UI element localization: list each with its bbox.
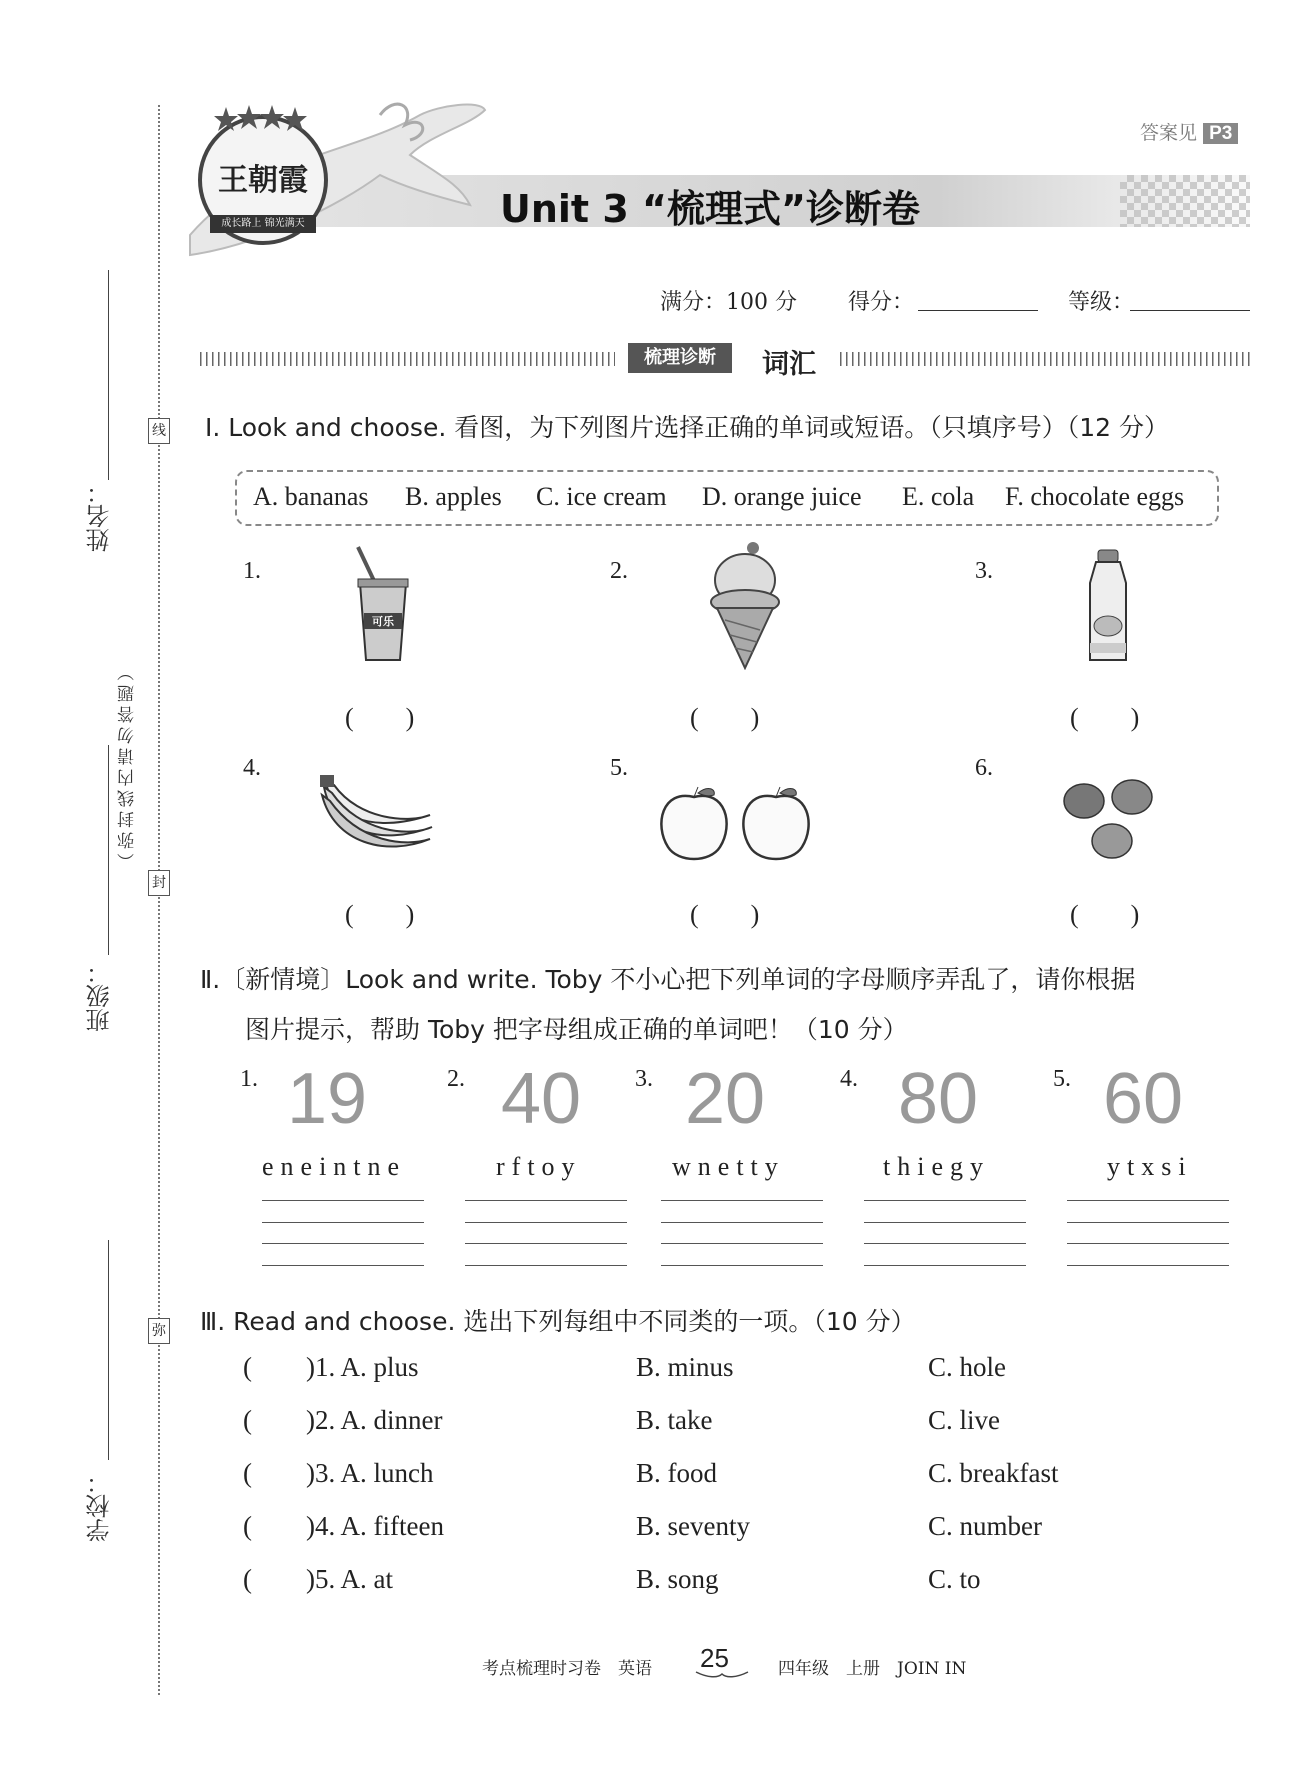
footer-grade: 四年级 上册 JOIN IN (778, 1659, 967, 1679)
ice-cream-icon (705, 540, 785, 670)
class-label: 班级： (86, 960, 114, 1032)
school-label: 学校： (86, 1470, 114, 1542)
footer-series: 考点梳理时习卷 英语 (482, 1659, 652, 1679)
q3-row-3-lead[interactable]: ( )3. A. lunch (243, 1458, 434, 1488)
divider-right (840, 352, 1250, 366)
q2-heading-line2: 图片提示，帮助 Toby 把字母组成正确的单词吧！（10 分） (245, 1015, 908, 1044)
q2-item-5-scrambled: ytxsi (1107, 1152, 1193, 1181)
name-label: 姓名： (86, 480, 114, 552)
q3-row-2-c: C. live (928, 1405, 1000, 1435)
q3-row-2-b: B. take (636, 1405, 713, 1435)
q1-blank-1[interactable]: ( ) (345, 703, 415, 732)
q1-blank-3[interactable]: ( ) (1070, 703, 1140, 732)
divider-left (200, 352, 615, 366)
chocolate-eggs-icon (1060, 775, 1160, 865)
q1-item-1-number: 1. (243, 558, 261, 584)
word-option-c: C. ice cream (536, 482, 667, 511)
seal-box-mi: 弥 (148, 1318, 170, 1344)
answer-reference: 答案见 P3 (1140, 118, 1238, 145)
brand-logo (198, 115, 328, 245)
q1-heading: Ⅰ. Look and choose. 看图，为下列图片选择正确的单词或短语。（只填序号）（12 分） (205, 413, 1169, 442)
q3-row-4-c: C. number (928, 1511, 1042, 1541)
cola-cup-label: 可乐 (372, 615, 394, 628)
word-option-e: E. cola (902, 482, 975, 511)
q2-heading-line1: Ⅱ.〔新情境〕Look and write. Toby 不小心把下列单词的字母顺序弄乱了，请你根据 (200, 965, 1136, 994)
q1-item-2-number: 2. (610, 558, 628, 584)
q3-row-1-c: C. hole (928, 1352, 1006, 1382)
q3-row-4-b: B. seventy (636, 1511, 750, 1541)
q2-item-2-scrambled: rftoy (496, 1152, 582, 1181)
q3-row-5-c: C. to (928, 1564, 981, 1594)
score-field[interactable] (918, 310, 1038, 311)
q1-item-5-number: 5. (610, 755, 628, 781)
q3-row-5-b: B. song (636, 1564, 719, 1594)
q3-heading: Ⅲ. Read and choose. 选出下列每组中不同类的一项。（10 分） (200, 1307, 916, 1336)
bananas-icon (320, 775, 440, 855)
q3-row-1-b: B. minus (636, 1352, 734, 1382)
section-name: 词汇 (762, 349, 816, 380)
q2-item-4-number: 4. (840, 1066, 858, 1092)
title-checker-pattern (1120, 175, 1250, 227)
apples-icon (652, 785, 822, 865)
q2-item-4-digits: 80 (898, 1059, 979, 1139)
q3-row-1-lead[interactable]: ( )1. A. plus (243, 1352, 419, 1382)
word-option-f: F. chocolate eggs (1005, 482, 1185, 511)
q1-item-4-number: 4. (243, 755, 261, 781)
q3-row-5-lead[interactable]: ( )5. A. at (243, 1564, 393, 1594)
q2-item-1-scrambled: eneintne (262, 1152, 407, 1181)
page-title: Unit 3 “梳理式”诊断卷 (500, 187, 920, 231)
q2-item-3-scrambled: wnetty (672, 1152, 785, 1181)
binding-dotted-line (158, 105, 160, 1695)
q3-row-4-lead[interactable]: ( )4. A. fifteen (243, 1511, 444, 1541)
q2-item-2-digits: 40 (501, 1059, 582, 1139)
seal-note: （弥封线内请勿答题） (118, 660, 138, 870)
grade-field[interactable] (1130, 310, 1250, 311)
q2-item-4-scrambled: thiegy (883, 1152, 990, 1181)
q2-item-2-number: 2. (447, 1066, 465, 1092)
school-field[interactable] (108, 1240, 109, 1460)
juice-bottle-icon (1078, 548, 1138, 668)
answer-page-badge: P3 (1203, 123, 1238, 144)
q1-blank-6[interactable]: ( ) (1070, 900, 1140, 929)
q2-item-5-number: 5. (1053, 1066, 1071, 1092)
section-tag: 梳理诊断 (628, 343, 732, 373)
q2-item-3-digits: 20 (685, 1059, 766, 1139)
q3-row-3-c: C. breakfast (928, 1458, 1059, 1488)
seal-box-feng: 封 (148, 870, 170, 896)
score-label: 得分： (848, 290, 915, 315)
word-option-a: A. bananas (253, 482, 369, 511)
stars-icon (214, 105, 314, 133)
q3-row-3-b: B. food (636, 1458, 717, 1488)
q1-item-3-number: 3. (975, 558, 993, 584)
word-option-d: D. orange juice (702, 482, 862, 511)
q2-item-5-digits: 60 (1103, 1059, 1184, 1139)
page-number: 25 (700, 1643, 729, 1673)
q2-item-1-number: 1. (240, 1066, 258, 1092)
open-book-icon (694, 1670, 750, 1680)
class-field[interactable] (108, 745, 109, 955)
full-score: 满分：100 分 (660, 290, 797, 315)
q3-row-2-lead[interactable]: ( )2. A. dinner (243, 1405, 443, 1435)
q1-blank-4[interactable]: ( ) (345, 900, 415, 929)
q1-blank-5[interactable]: ( ) (690, 900, 760, 929)
cola-cup-icon (348, 545, 418, 665)
q1-blank-2[interactable]: ( ) (690, 703, 760, 732)
name-field[interactable] (108, 270, 109, 480)
grade-label: 等级： (1068, 290, 1135, 315)
seal-box-xian: 线 (148, 418, 170, 444)
word-option-b: B. apples (405, 482, 502, 511)
logo-name: 王朝霞 (218, 163, 308, 198)
q2-item-3-number: 3. (635, 1066, 653, 1092)
logo-slogan: 成长路上 锦光满天 (210, 215, 316, 233)
q2-item-1-digits: 19 (287, 1059, 368, 1139)
q1-item-6-number: 6. (975, 755, 993, 781)
